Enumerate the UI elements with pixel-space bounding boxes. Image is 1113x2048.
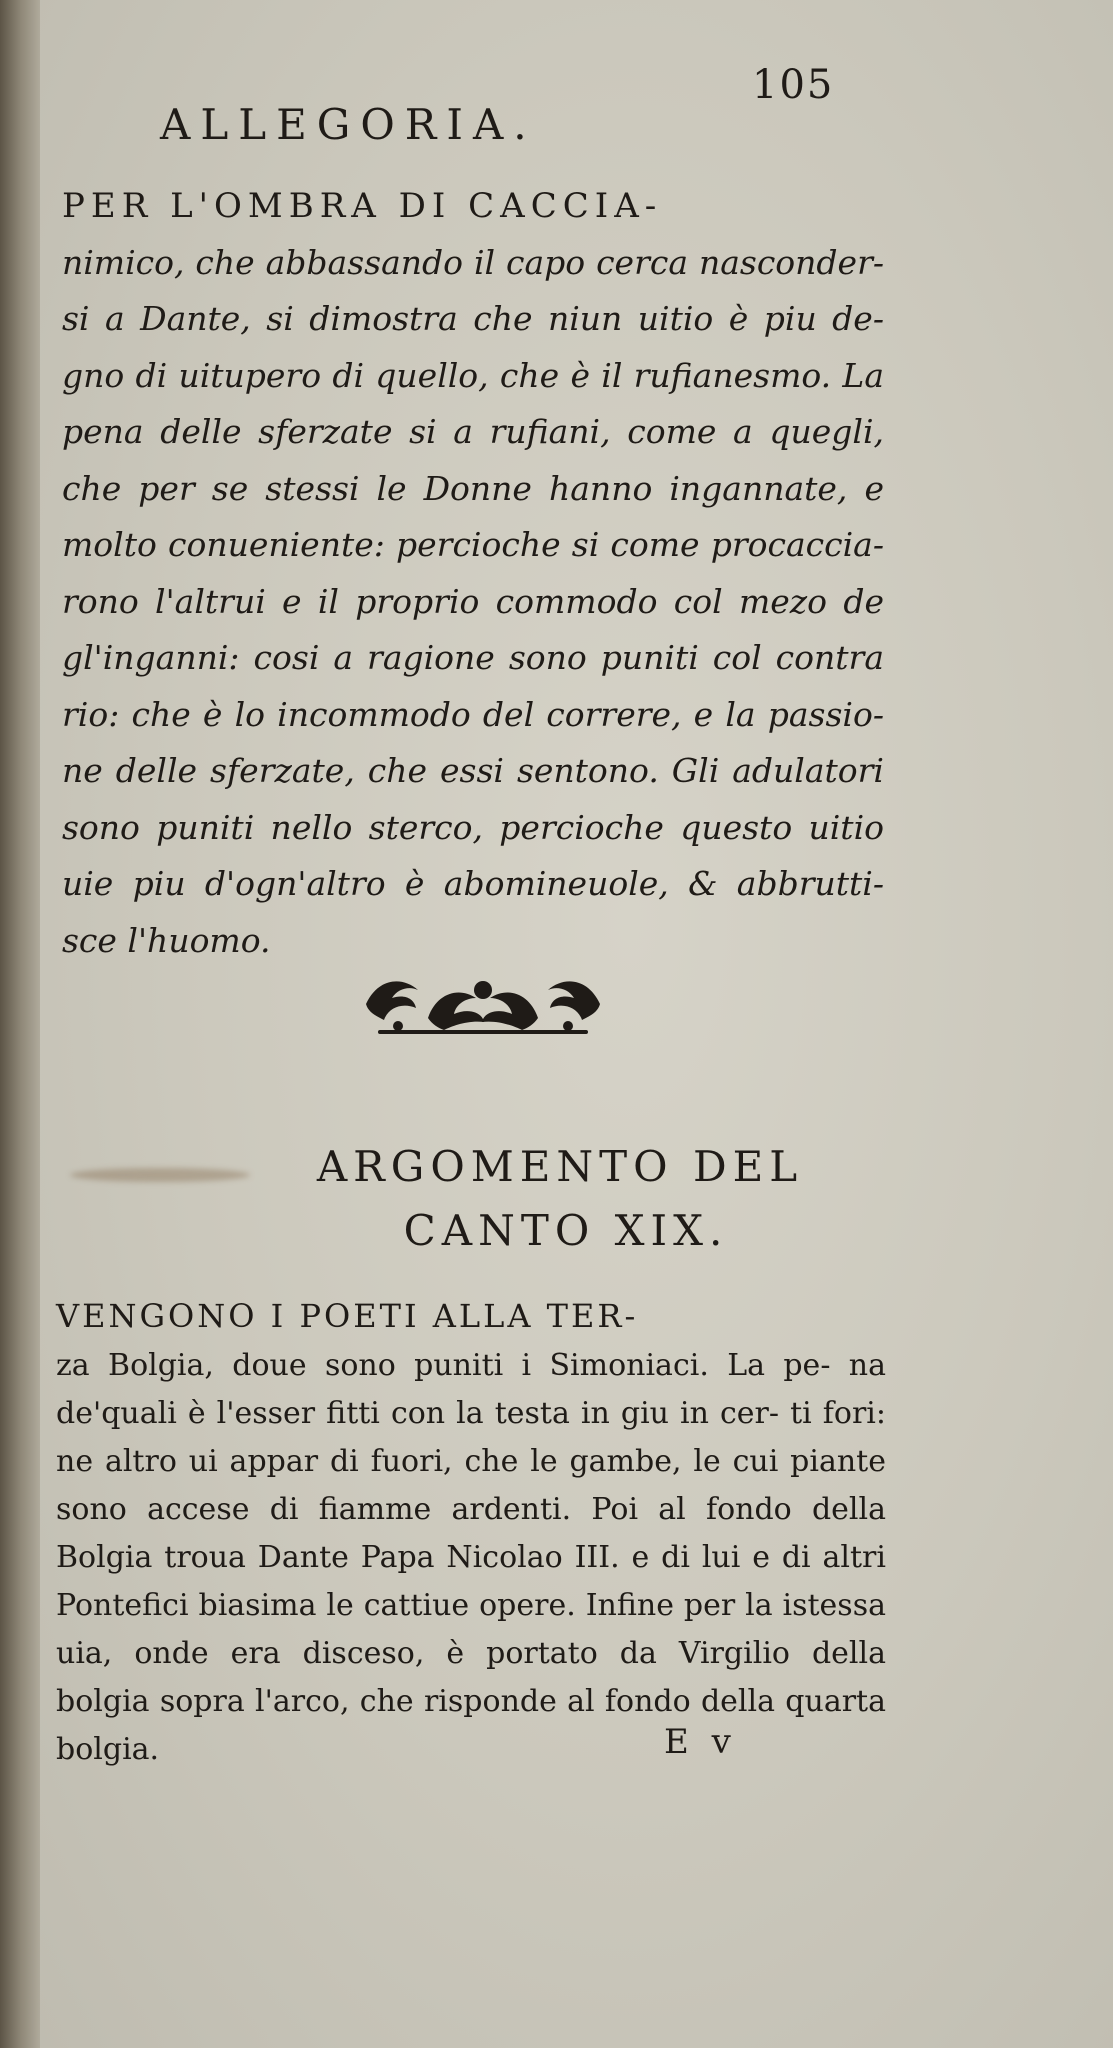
page-number: 105 bbox=[752, 62, 835, 108]
signature-mark: E v bbox=[664, 1722, 737, 1762]
allegoria-paragraph bbox=[62, 178, 884, 969]
argomento-paragraph bbox=[56, 1292, 886, 1774]
section-heading-allegoria: ALLEGORIA. bbox=[160, 100, 537, 149]
argomento-title-line1: ARGOMENTO DEL bbox=[316, 1142, 804, 1191]
allegoria-lead: PER L'OMBRA DI CACCIA- bbox=[62, 186, 663, 226]
allegoria-text: nimico, che abbassando il capo cerca nasconder- si a Dante, si dimostra che niun uitio è piu de- gno di uitupero di quello, che è il rufianesmo. La pena delle sferzate si a rufiani, come a quegli, che per se stessi le Donne hanno ingannate, e molto conueniente: percioche si come procaccia- rono l'altrui e il proprio commodo col mezo de gl'inganni: cosi a ragione sono puniti col contra rio: che è lo incommodo del correre, e la passio- ne delle sferzate, che essi sentono. Gli adulatori sono puniti nello sterco, percioche questo uitio uie piu d'ogn'altro è abomineuole, & abbrutti- sce l'huomo. bbox=[62, 242, 884, 960]
argomento-title bbox=[60, 1135, 1060, 1263]
argomento-title-line2: CANTO XIX. bbox=[403, 1206, 729, 1255]
argomento-text: za Bolgia, doue sono puniti i Simoniaci. La pe- na de'quali è l'esser fitti con la testa in giu in cer- ti fori: ne altro ui appar di fuori, che le gambe, le cui piante sono accese di fiamme ardenti. Poi al fondo della Bolgia troua Dante Papa Nicolao III. e di lui e di altri Pontefici biasima le cattiue opere. Infine per la istessa uia, onde era disceso, è portato da Virgilio della bolgia sopra l'arco, che risponde al fondo della quarta bolgia. bbox=[56, 1348, 886, 1767]
printer-ornament bbox=[358, 968, 608, 1040]
argomento-lead: VENGONO I POETI ALLA TER- bbox=[56, 1297, 639, 1335]
